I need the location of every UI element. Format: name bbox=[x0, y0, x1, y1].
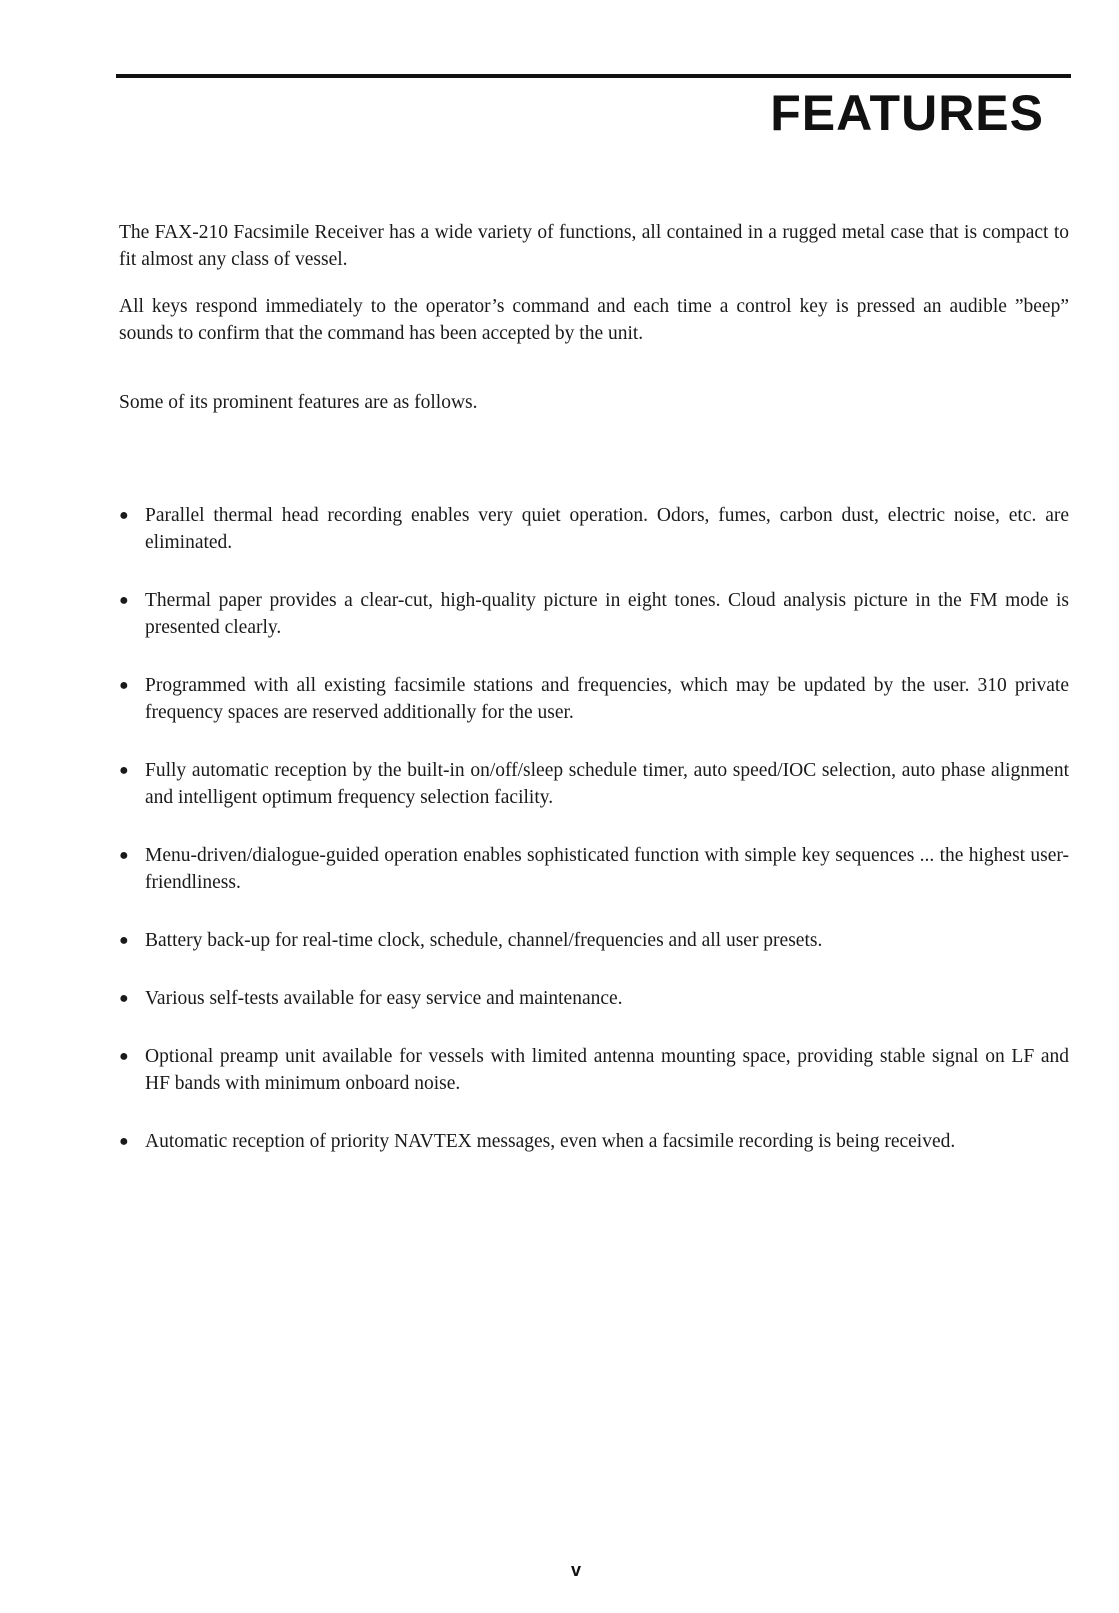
feature-item bbox=[119, 1128, 1069, 1155]
bullet-icon: ● bbox=[119, 677, 129, 694]
bullet-icon: ● bbox=[119, 1133, 129, 1150]
intro-paragraph-1: The FAX-210 Facsimile Receiver has a wide variety of functions, all contained in a rugged metal case that is compact to fit almost any class of vessel. bbox=[119, 222, 1069, 270]
feature-text: Automatic reception of priority NAVTEX messages, even when a facsimile recording is being received. bbox=[145, 1131, 956, 1152]
feature-item bbox=[119, 502, 1069, 556]
feature-item bbox=[119, 587, 1069, 641]
bullet-icon: ● bbox=[119, 1048, 129, 1065]
header-rule bbox=[116, 74, 1071, 78]
bullet-icon: ● bbox=[119, 592, 129, 609]
feature-text: Fully automatic reception by the built-in on/off/sleep schedule timer, auto speed/IOC selection, auto phase alignment and intelligent optimum frequency selection facility. bbox=[145, 760, 1069, 808]
bullet-icon: ● bbox=[119, 847, 129, 864]
bullet-icon: ● bbox=[119, 507, 129, 524]
feature-text: Various self-tests available for easy service and maintenance. bbox=[145, 988, 623, 1009]
page-number: v bbox=[571, 1560, 582, 1580]
feature-text: Programmed with all existing facsimile stations and frequencies, which may be updated by the user. 310 private frequency spaces are reserved additionally for the user. bbox=[145, 675, 1069, 723]
feature-item bbox=[119, 927, 1069, 954]
feature-item bbox=[119, 757, 1069, 811]
feature-item bbox=[119, 842, 1069, 896]
page-title: FEATURES bbox=[770, 85, 1044, 141]
feature-text: Battery back-up for real-time clock, schedule, channel/frequencies and all user presets. bbox=[145, 930, 823, 951]
bullet-icon: ● bbox=[119, 762, 129, 779]
page-content bbox=[119, 219, 1069, 1186]
feature-list bbox=[119, 502, 1069, 1155]
bullet-icon: ● bbox=[119, 932, 129, 949]
feature-item bbox=[119, 985, 1069, 1012]
feature-text: Optional preamp unit available for vessels with limited antenna mounting space, providing stable signal on LF and HF bands with minimum onboard noise. bbox=[145, 1046, 1069, 1094]
bullet-icon: ● bbox=[119, 990, 129, 1007]
feature-text: Menu-driven/dialogue-guided operation enables sophisticated function with simple key sequences ... the highest user-friendliness. bbox=[145, 845, 1069, 893]
feature-text: Parallel thermal head recording enables very quiet operation. Odors, fumes, carbon dust, electric noise, etc. are eliminated. bbox=[145, 505, 1069, 553]
intro-paragraph-2: All keys respond immediately to the operator’s command and each time a control key is pressed an audible ”beep” sounds to confirm that the command has been accepted by the unit. bbox=[119, 296, 1069, 344]
intro-paragraph-3: Some of its prominent features are as follows. bbox=[119, 392, 478, 413]
feature-text: Thermal paper provides a clear-cut, high-quality picture in eight tones. Cloud analysis picture in the FM mode is presented clearly. bbox=[145, 590, 1069, 638]
feature-item bbox=[119, 672, 1069, 726]
feature-item bbox=[119, 1043, 1069, 1097]
